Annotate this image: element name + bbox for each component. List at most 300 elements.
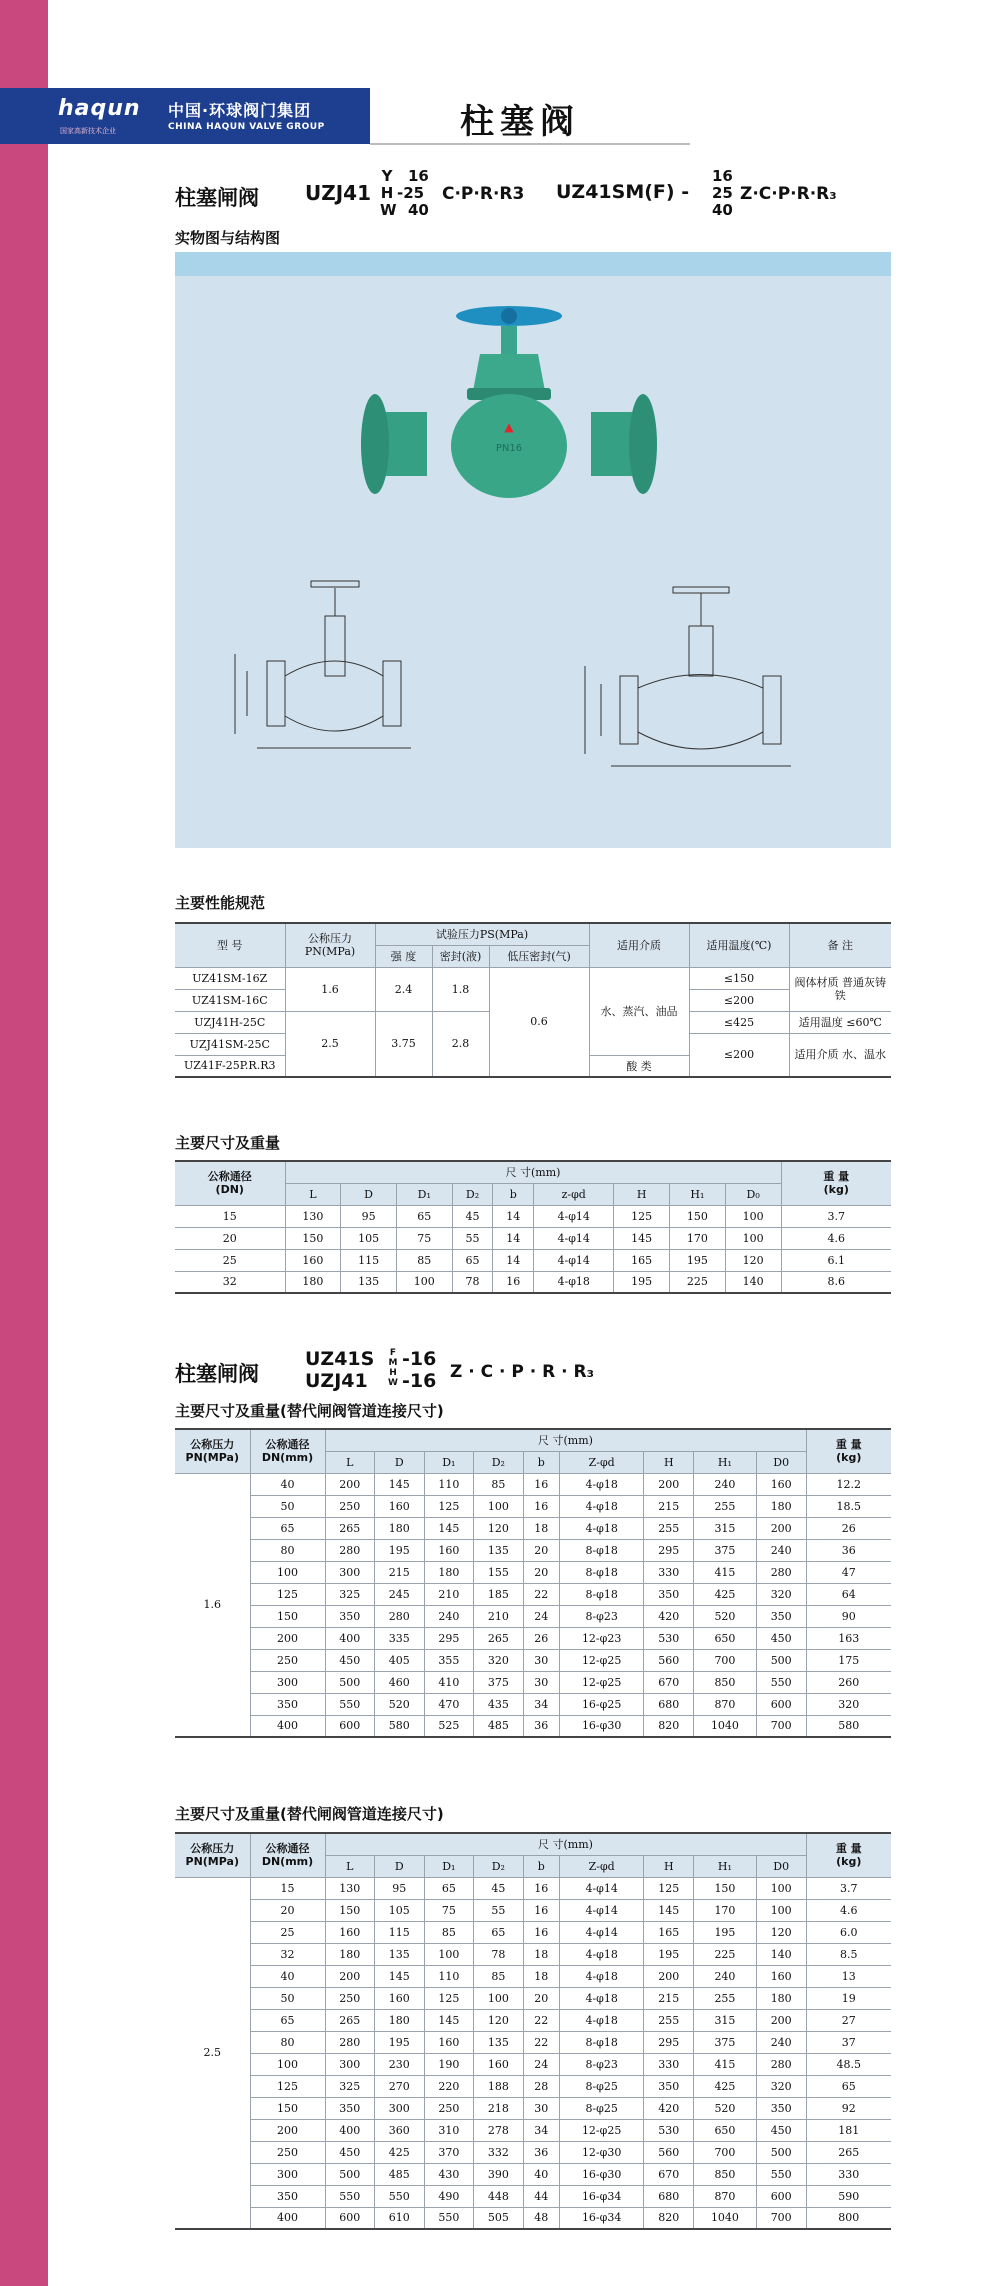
table-cell: 36 xyxy=(523,1715,559,1737)
table-cell: 265 xyxy=(325,2009,375,2031)
table-cell: 4-φ14 xyxy=(559,1899,644,1921)
table-row xyxy=(175,1249,891,1271)
table-cell: 4-φ14 xyxy=(559,1921,644,1943)
table-cell: 400 xyxy=(250,1715,325,1737)
column-header: b xyxy=(523,1451,559,1473)
table-cell: 160 xyxy=(756,1965,806,1987)
table-cell: 16 xyxy=(523,1877,559,1899)
table-cell: 375 xyxy=(694,1539,757,1561)
table-cell: 330 xyxy=(806,2163,891,2185)
table-cell: 6.1 xyxy=(781,1249,891,1271)
table-cell: 55 xyxy=(474,1899,524,1921)
table-cell: 130 xyxy=(325,1877,375,1899)
table-cell: 870 xyxy=(694,1693,757,1715)
table-cell: 50 xyxy=(250,1495,325,1517)
table-row xyxy=(175,2097,891,2119)
structure-drawing-right xyxy=(585,587,791,766)
table-row xyxy=(175,1473,891,1495)
table-cell: 100 xyxy=(424,1943,474,1965)
table-cell: UZ41SM-16Z xyxy=(175,967,285,989)
table-cell: 105 xyxy=(341,1227,397,1249)
table-cell: 65 xyxy=(806,2075,891,2097)
table-cell: 20 xyxy=(523,1539,559,1561)
model-2-prefix: UZ41SM(F) - xyxy=(556,181,690,203)
table-cell: 163 xyxy=(806,1627,891,1649)
table-cell: 250 xyxy=(250,2141,325,2163)
table-cell: 215 xyxy=(375,1561,425,1583)
table-row xyxy=(175,1899,891,1921)
table-cell: 315 xyxy=(694,1517,757,1539)
table-cell: 15 xyxy=(250,1877,325,1899)
table-cell: 295 xyxy=(644,1539,694,1561)
table-cell: 350 xyxy=(644,2075,694,2097)
table-cell: 450 xyxy=(325,2141,375,2163)
table-cell: 330 xyxy=(644,1561,694,1583)
table-cell: 680 xyxy=(644,1693,694,1715)
column-header: L xyxy=(285,1183,341,1205)
column-header: L xyxy=(325,1855,375,1877)
table-row xyxy=(175,1715,891,1737)
table-cell: 100 xyxy=(396,1271,452,1293)
table-cell: 240 xyxy=(424,1605,474,1627)
table-row xyxy=(175,2031,891,2053)
structure-drawing-left xyxy=(235,581,411,748)
dims1-table: 公称通径 (DN) 尺 寸(mm) 重 量 (kg) L D D₁ D₂ b z-φd H H₁ D₀ 15 130 95 65 45 14 4-φ14 125 150 100 3.7 20 150 105 75 55 14 4-φ14 145 170 100 4.6 25 160 115 85 65 14 4-φ14 165 195 120 6.1 32 180 135 100 78 16 4-φ18 195 225 140 8.6 xyxy=(175,1160,891,1294)
table-row xyxy=(175,1627,891,1649)
table-cell: 610 xyxy=(375,2207,425,2229)
table-cell: 16-φ25 xyxy=(559,1693,644,1715)
model-1-pressures: 16 -25 40 xyxy=(397,167,429,219)
table-cell: 405 xyxy=(375,1649,425,1671)
table-cell: 200 xyxy=(756,1517,806,1539)
photo-header-band xyxy=(175,252,891,276)
table-row xyxy=(175,2163,891,2185)
table-cell: 200 xyxy=(250,2119,325,2141)
table-cell: 20 xyxy=(523,1987,559,2009)
table-cell: 278 xyxy=(474,2119,524,2141)
table-cell: 100 xyxy=(250,1561,325,1583)
table-cell: 185 xyxy=(474,1583,524,1605)
table-cell: 310 xyxy=(424,2119,474,2141)
table-cell: 20 xyxy=(175,1227,285,1249)
column-header: H xyxy=(644,1855,694,1877)
table-cell: 150 xyxy=(250,1605,325,1627)
table-cell: 350 xyxy=(644,1583,694,1605)
table-cell: 195 xyxy=(670,1249,726,1271)
table-cell: 450 xyxy=(325,1649,375,1671)
table-cell: 25 xyxy=(175,1249,285,1271)
table-cell: 16-φ34 xyxy=(559,2207,644,2229)
table-cell: 180 xyxy=(756,1987,806,2009)
table-cell: 560 xyxy=(644,1649,694,1671)
table-cell: 160 xyxy=(424,2031,474,2053)
table-cell: 200 xyxy=(325,1473,375,1495)
table-cell: 8-φ18 xyxy=(559,2031,644,2053)
table-cell: 18 xyxy=(523,1517,559,1539)
table-cell: 160 xyxy=(285,1249,341,1271)
table-cell: 27 xyxy=(806,2009,891,2031)
table-cell: 47 xyxy=(806,1561,891,1583)
table-cell: 400 xyxy=(325,2119,375,2141)
model-pressure-a: -16 xyxy=(402,1348,437,1370)
table-cell: 450 xyxy=(756,2119,806,2141)
table-cell: 550 xyxy=(756,1671,806,1693)
table-cell: 350 xyxy=(250,2185,325,2207)
table-cell: 44 xyxy=(523,2185,559,2207)
table-cell: 4-φ14 xyxy=(534,1205,614,1227)
table-cell: 85 xyxy=(474,1473,524,1495)
table-cell: 130 xyxy=(285,1205,341,1227)
table-cell: 255 xyxy=(644,2009,694,2031)
table-cell: 295 xyxy=(424,1627,474,1649)
column-header: D xyxy=(375,1855,425,1877)
table-cell: 18 xyxy=(523,1943,559,1965)
table-cell: 48.5 xyxy=(806,2053,891,2075)
table-cell: 390 xyxy=(474,2163,524,2185)
table-cell: 600 xyxy=(756,1693,806,1715)
table-cell: 435 xyxy=(474,1693,524,1715)
table-cell: 4-φ18 xyxy=(559,1943,644,1965)
table-cell: 92 xyxy=(806,2097,891,2119)
table-cell: 1040 xyxy=(694,2207,757,2229)
table-cell: 560 xyxy=(644,2141,694,2163)
column-header: L xyxy=(325,1451,375,1473)
table-cell: 75 xyxy=(396,1227,452,1249)
table-cell: 100 xyxy=(756,1877,806,1899)
table-cell: 320 xyxy=(756,1583,806,1605)
model-a: UZ41S xyxy=(305,1348,375,1370)
table-cell: 15 xyxy=(175,1205,285,1227)
table-row xyxy=(175,2075,891,2097)
table-cell: 95 xyxy=(341,1205,397,1227)
table-cell: 100 xyxy=(474,1987,524,2009)
column-header: b xyxy=(523,1855,559,1877)
table-cell: 240 xyxy=(756,1539,806,1561)
table-row xyxy=(175,1921,891,1943)
table-cell: 350 xyxy=(756,2097,806,2119)
table-cell: 165 xyxy=(644,1921,694,1943)
table-cell: 80 xyxy=(250,2031,325,2053)
table-cell: 265 xyxy=(474,1627,524,1649)
column-header: b xyxy=(493,1183,534,1205)
table-cell: 145 xyxy=(424,2009,474,2031)
table-cell: 105 xyxy=(375,1899,425,1921)
table-cell: 420 xyxy=(644,2097,694,2119)
column-header: D₁ xyxy=(424,1451,474,1473)
table-cell: 370 xyxy=(424,2141,474,2163)
table-cell: 55 xyxy=(452,1227,493,1249)
table-cell: 8-φ18 xyxy=(559,1583,644,1605)
company-name-cn: 中国·环球阀门集团 xyxy=(168,101,312,120)
table-cell: 16-φ30 xyxy=(559,2163,644,2185)
table-cell: 355 xyxy=(424,1649,474,1671)
table-cell: 22 xyxy=(523,2031,559,2053)
table-cell: 250 xyxy=(250,1649,325,1671)
table-cell: 34 xyxy=(523,1693,559,1715)
table-cell: 250 xyxy=(325,1987,375,2009)
table-cell: 32 xyxy=(250,1943,325,1965)
company-name-en: CHINA HAQUN VALVE GROUP xyxy=(168,122,325,132)
table-cell: 25 xyxy=(250,1921,325,1943)
table-cell: 45 xyxy=(474,1877,524,1899)
table-cell: UZJ41H-25C xyxy=(175,1011,285,1033)
table-cell: 16 xyxy=(523,1921,559,1943)
dims1-title: 主要尺寸及重量 xyxy=(175,1134,281,1152)
table-cell: 550 xyxy=(375,2185,425,2207)
table-cell: 550 xyxy=(325,1693,375,1715)
table-cell: 26 xyxy=(806,1517,891,1539)
table-cell: 90 xyxy=(806,1605,891,1627)
valve-illustration xyxy=(175,276,891,848)
table-cell: 430 xyxy=(424,2163,474,2185)
table-cell: 16 xyxy=(523,1899,559,1921)
table-cell: 255 xyxy=(694,1987,757,2009)
table-cell: 460 xyxy=(375,1671,425,1693)
svg-text:▲: ▲ xyxy=(504,420,514,434)
dims3-table: 公称压力 PN(MPa) 公称通径 DN(mm) 尺 寸(mm) 重 量 (kg) L D D₁ D₂ b Z-φd H H₁ D0 2.5 15 130 95 65 45 16 4-φ14 125 150 100 3.7 20 150 105 75 55 16 4-φ14 145 170 100 4.6 25 160 115 85 65 16 4-φ14 165 195 120 6.0 32 180 135 100 78 18 4-φ18 195 225 140 8.5 40 200 145 110 85 18 4-φ18 200 240 160 13 50 250 160 125 100 20 4-φ18 215 255 180 19 65 265 180 145 120 22 4-φ18 255 315 200 27 80 280 195 160 135 22 8-φ18 295 375 240 37 100 300 230 190 160 24 8-φ23 330 415 280 48.5 125 325 270 220 188 28 8-φ25 350 425 320 65 150 350 300 250 218 30 8-φ25 420 520 350 92 200 400 360 310 278 34 12-φ25 530 650 450 181 250 450 425 370 332 36 12-φ30 560 700 500 265 300 500 485 430 390 40 16-φ30 670 850 550 330 350 550 550 490 448 44 16-φ34 680 870 600 590 400 600 610 550 505 48 16-φ34 820 1040 700 800 xyxy=(175,1832,891,2230)
table-cell: 115 xyxy=(375,1921,425,1943)
table-cell: 165 xyxy=(614,1249,670,1271)
table-cell: 16-φ30 xyxy=(559,1715,644,1737)
table-cell: 78 xyxy=(474,1943,524,1965)
table-cell: 325 xyxy=(325,2075,375,2097)
table-cell: 270 xyxy=(375,2075,425,2097)
table-cell: 4.6 xyxy=(806,1899,891,1921)
table-cell: 20 xyxy=(250,1899,325,1921)
table-cell: 195 xyxy=(614,1271,670,1293)
table-row xyxy=(175,1517,891,1539)
table-cell: 8-φ18 xyxy=(559,1561,644,1583)
table-cell: 155 xyxy=(474,1561,524,1583)
table-cell: 580 xyxy=(806,1715,891,1737)
table-cell: 650 xyxy=(694,2119,757,2141)
table-cell: 265 xyxy=(325,1517,375,1539)
table-cell: 420 xyxy=(644,1605,694,1627)
table-cell: 530 xyxy=(644,1627,694,1649)
column-header: D₁ xyxy=(396,1183,452,1205)
table-cell: 4.6 xyxy=(781,1227,891,1249)
dims2-title: 主要尺寸及重量(替代闸阀管道连接尺寸) xyxy=(175,1402,444,1420)
table-cell: 195 xyxy=(375,1539,425,1561)
table-cell: 160 xyxy=(756,1473,806,1495)
table-cell: 170 xyxy=(694,1899,757,1921)
table-cell: UZJ41SM-25C xyxy=(175,1033,285,1055)
table-cell: 145 xyxy=(614,1227,670,1249)
table-cell: 12-φ25 xyxy=(559,1649,644,1671)
table-cell: 500 xyxy=(325,1671,375,1693)
model-pressure-b: -16 xyxy=(402,1370,437,1392)
table-cell: 30 xyxy=(523,1649,559,1671)
table-cell: 350 xyxy=(756,1605,806,1627)
table-cell: 195 xyxy=(375,2031,425,2053)
table-cell: 37 xyxy=(806,2031,891,2053)
table-cell: 195 xyxy=(644,1943,694,1965)
table-cell: 188 xyxy=(474,2075,524,2097)
table-cell: 260 xyxy=(806,1671,891,1693)
table-cell: 48 xyxy=(523,2207,559,2229)
table-cell: 195 xyxy=(694,1921,757,1943)
table-cell: 6.0 xyxy=(806,1921,891,1943)
table-cell: 150 xyxy=(694,1877,757,1899)
table-cell: 200 xyxy=(644,1965,694,1987)
column-header: H xyxy=(614,1183,670,1205)
table-cell: 110 xyxy=(424,1473,474,1495)
table-cell: 200 xyxy=(644,1473,694,1495)
table-cell: 670 xyxy=(644,2163,694,2185)
photo-section-label: 实物图与结构图 xyxy=(175,229,281,247)
table-cell: 120 xyxy=(756,1921,806,1943)
table-cell: 34 xyxy=(523,2119,559,2141)
table-cell: 415 xyxy=(694,2053,757,2075)
table-cell: 16 xyxy=(493,1271,534,1293)
table-cell: 100 xyxy=(250,2053,325,2075)
table-cell: 135 xyxy=(474,1539,524,1561)
table-cell: 12-φ30 xyxy=(559,2141,644,2163)
table-row xyxy=(175,2009,891,2031)
table-cell: 230 xyxy=(375,2053,425,2075)
column-header: H xyxy=(644,1451,694,1473)
column-header: H₁ xyxy=(670,1183,726,1205)
table-cell: 600 xyxy=(756,2185,806,2207)
table-row xyxy=(175,1561,891,1583)
table-cell: 870 xyxy=(694,2185,757,2207)
table-cell: 200 xyxy=(756,2009,806,2031)
column-header: D₂ xyxy=(474,1855,524,1877)
table-cell: 50 xyxy=(250,1987,325,2009)
table-cell: 18 xyxy=(523,1965,559,1987)
table-cell: 250 xyxy=(424,2097,474,2119)
table-cell: 300 xyxy=(375,2097,425,2119)
table-row xyxy=(175,1583,891,1605)
table-cell: 13 xyxy=(806,1965,891,1987)
table-cell: 600 xyxy=(325,1715,375,1737)
table-cell: 100 xyxy=(756,1899,806,1921)
table-cell: 400 xyxy=(250,2207,325,2229)
table-cell: 8-φ25 xyxy=(559,2075,644,2097)
table-cell: 530 xyxy=(644,2119,694,2141)
table-cell: 850 xyxy=(694,1671,757,1693)
table-cell: 8-φ18 xyxy=(559,1539,644,1561)
page-title: 柱塞阀 xyxy=(460,102,580,142)
svg-text:PN16: PN16 xyxy=(495,443,523,454)
dims2-table: 公称压力 PN(MPa) 公称通径 DN(mm) 尺 寸(mm) 重 量 (kg) L D D₁ D₂ b Z-φd H H₁ D0 1.6 40 200 145 110 85 16 4-φ18 200 240 160 12.2 50 250 160 125 100 16 4-φ18 215 255 180 18.5 65 265 180 145 120 18 4-φ18 255 315 200 26 80 280 195 160 135 20 8-φ18 295 375 240 36 100 300 215 180 155 20 8-φ18 330 415 280 47 125 325 245 210 185 22 8-φ18 350 425 320 64 150 350 280 240 210 24 8-φ23 420 520 350 90 200 400 335 295 265 26 12-φ23 530 650 450 163 250 450 405 355 320 30 12-φ25 560 700 500 175 300 500 460 410 375 30 12-φ25 670 850 550 260 350 550 520 470 435 34 16-φ25 680 870 600 320 400 600 580 525 485 36 16-φ30 820 1040 700 580 xyxy=(175,1428,891,1738)
table-cell: 65 xyxy=(424,1877,474,1899)
table-row xyxy=(175,1205,891,1227)
table-cell: 820 xyxy=(644,1715,694,1737)
table-cell: 4-φ18 xyxy=(559,1495,644,1517)
table-cell: 350 xyxy=(325,2097,375,2119)
column-header: D xyxy=(341,1183,397,1205)
table-cell: 145 xyxy=(644,1899,694,1921)
table-cell: 4-φ18 xyxy=(559,1987,644,2009)
table-cell: 30 xyxy=(523,1671,559,1693)
table-cell: 40 xyxy=(250,1965,325,1987)
table-cell: 125 xyxy=(644,1877,694,1899)
table-cell: 65 xyxy=(452,1249,493,1271)
table-cell: 4-φ18 xyxy=(559,1517,644,1539)
logo-tagline: 国家高新技术企业 xyxy=(60,127,116,135)
table-cell: 520 xyxy=(375,1693,425,1715)
table-cell: 210 xyxy=(474,1605,524,1627)
model-1-letters: Y H W xyxy=(380,167,397,219)
table-row xyxy=(175,1495,891,1517)
table-cell: 140 xyxy=(756,1943,806,1965)
table-cell: 65 xyxy=(250,2009,325,2031)
table-cell: 8-φ23 xyxy=(559,2053,644,2075)
table-cell: 295 xyxy=(644,2031,694,2053)
table-cell: 160 xyxy=(325,1921,375,1943)
table-row xyxy=(175,1943,891,1965)
table-cell: 4-φ18 xyxy=(534,1271,614,1293)
table-cell: 125 xyxy=(250,2075,325,2097)
table-cell: 280 xyxy=(756,1561,806,1583)
table-cell: 320 xyxy=(806,1693,891,1715)
table-cell: 180 xyxy=(325,1943,375,1965)
table-cell: 12.2 xyxy=(806,1473,891,1495)
table-cell: 85 xyxy=(474,1965,524,1987)
table-cell: 320 xyxy=(474,1649,524,1671)
table-cell: 500 xyxy=(756,2141,806,2163)
table-cell: 280 xyxy=(325,2031,375,2053)
table-cell: 180 xyxy=(756,1495,806,1517)
model-2-suffix: Z·C·P·R·R₃ xyxy=(740,184,837,204)
table-cell: 375 xyxy=(474,1671,524,1693)
table-cell: 12-φ25 xyxy=(559,1671,644,1693)
table-cell: 180 xyxy=(424,1561,474,1583)
column-header: D₁ xyxy=(424,1855,474,1877)
table-cell: 425 xyxy=(694,2075,757,2097)
table-cell: 300 xyxy=(325,1561,375,1583)
table-cell: 425 xyxy=(375,2141,425,2163)
table-cell: 550 xyxy=(756,2163,806,2185)
table-cell: 485 xyxy=(474,1715,524,1737)
table-cell: 160 xyxy=(375,1987,425,2009)
table-cell: 180 xyxy=(285,1271,341,1293)
model-1-prefix: UZJ41 xyxy=(305,181,372,205)
model-b: UZJ41 xyxy=(305,1370,368,1392)
table-cell: 80 xyxy=(250,1539,325,1561)
table-cell: 16-φ34 xyxy=(559,2185,644,2207)
model-letters-2: F M H W xyxy=(388,1348,398,1388)
table-cell: 125 xyxy=(424,1495,474,1517)
table-row xyxy=(175,1227,891,1249)
table-cell: 125 xyxy=(250,1583,325,1605)
column-header: z-φd xyxy=(534,1183,614,1205)
table-cell: 14 xyxy=(493,1205,534,1227)
column-header: D₂ xyxy=(452,1183,493,1205)
table-cell: 700 xyxy=(694,2141,757,2163)
table-cell: 150 xyxy=(325,1899,375,1921)
model-1-suffix: C·P·R·R3 xyxy=(442,184,525,204)
table-row xyxy=(175,2141,891,2163)
table-cell: 590 xyxy=(806,2185,891,2207)
table-cell: 28 xyxy=(523,2075,559,2097)
table-row xyxy=(175,1987,891,2009)
table-row xyxy=(175,1649,891,1671)
table-cell: 3.7 xyxy=(781,1205,891,1227)
column-header: H₁ xyxy=(694,1855,757,1877)
table-cell: 22 xyxy=(523,1583,559,1605)
table-cell: 45 xyxy=(452,1205,493,1227)
table-cell: 448 xyxy=(474,2185,524,2207)
table-cell: 332 xyxy=(474,2141,524,2163)
table-cell: 225 xyxy=(694,1943,757,1965)
table-cell: 245 xyxy=(375,1583,425,1605)
table-cell: 78 xyxy=(452,1271,493,1293)
spec-table: 型 号 公称压力 PN(MPa) 试验压力PS(MPa) 适用介质 适用温度(℃) 备 注 强 度 密封(液) 低压密封(气) UZ41SM-16Z 1.6 2.4 1.8 0.6 水、蒸汽、油品 ≤150 阀体材质 普通灰铸铁 UZ41SM-16C ≤200 UZJ41H-25C 2.5 3.75 2.8 ≤425 适用温度 ≤60℃ UZJ41SM-25C ≤200 适用介质 水、温水 UZ41F-25P.R.R3 酸 类 xyxy=(175,922,891,1078)
column-header: D0 xyxy=(756,1855,806,1877)
table-cell: 65 xyxy=(396,1205,452,1227)
